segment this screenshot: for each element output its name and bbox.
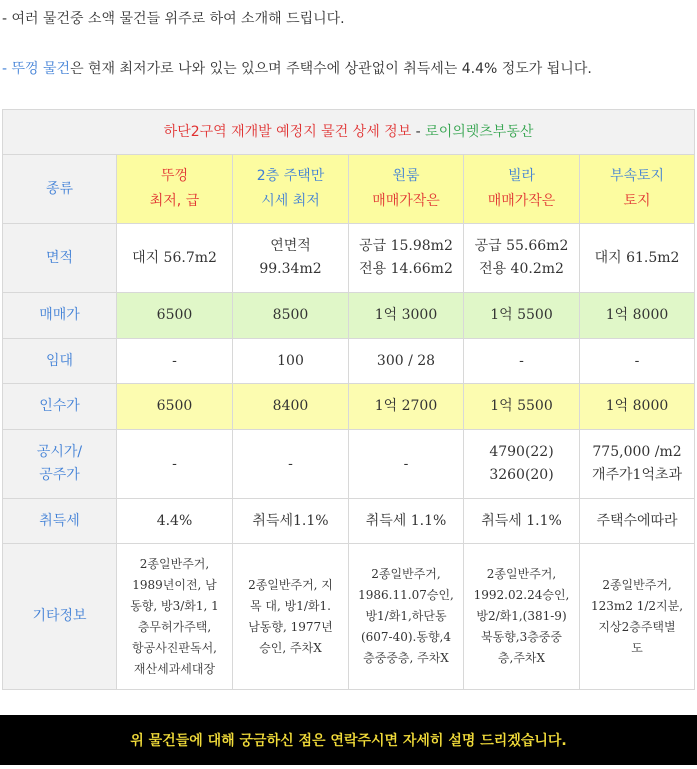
etc-line: 층무허가주택,: [137, 619, 212, 634]
row-official-price: [3, 430, 695, 499]
area-line-1: 연면적: [270, 238, 311, 254]
takeover-cell: 6500: [117, 384, 233, 430]
etc-line: 방1/화1,하단동: [365, 609, 447, 623]
area-line-1: 대지 61.5m2: [594, 249, 680, 266]
table-title-separator: -: [411, 123, 426, 140]
etc-line: 동향, 방3/화1, 1: [130, 598, 219, 613]
type-line-2: 토지: [623, 193, 651, 209]
row-label-price: 매매가: [3, 293, 117, 339]
etc-line: 2종일반주거,: [371, 567, 441, 581]
tax-cell: 취득세1.1%: [233, 499, 349, 544]
etc-cell: [464, 544, 580, 690]
etc-line: 방2/화1,(381-9): [476, 609, 567, 623]
official-cell: [349, 430, 464, 499]
etc-line: 지상2층주택별: [598, 619, 676, 634]
etc-line: 2종일반주거,: [486, 567, 557, 581]
official-line-2: 개주가1억초과: [591, 467, 683, 483]
type-cell: [580, 155, 695, 224]
official-cell: [233, 430, 349, 499]
tax-cell: 취득세 1.1%: [349, 499, 464, 544]
area-cell: [580, 224, 695, 293]
row-takeover: [3, 384, 695, 430]
tax-cell: 취득세 1.1%: [464, 499, 580, 544]
lease-cell: -: [464, 339, 580, 384]
etc-line: 북동향,3층중중: [480, 630, 562, 644]
etc-cell: [349, 544, 464, 690]
property-detail-table: [2, 109, 694, 690]
area-line-1: 대지 56.7m2: [132, 249, 217, 266]
etc-line: 1989년이전, 남: [132, 577, 217, 592]
etc-line: 123m2 1/2지분,: [591, 598, 684, 613]
official-line-1: -: [288, 455, 293, 472]
etc-line: 2종일반주거,: [139, 556, 210, 571]
type-line-1: 원룸: [392, 168, 420, 184]
takeover-cell: 1억 8000: [580, 384, 695, 430]
area-line-2: 99.34m2: [259, 261, 322, 277]
intro-line-1: - 여러 물건중 소액 물건들 위주로 하여 소개해 드립니다.: [2, 11, 345, 27]
etc-cell: [233, 544, 349, 690]
type-cell: [117, 155, 233, 224]
etc-line: 항공사진판독서,: [132, 640, 217, 655]
row-label-official: [3, 430, 117, 499]
contact-banner: 위 물건들에 대해 궁금하신 점은 연락주시면 자세히 설명 드리겠습니다.: [0, 715, 697, 765]
official-line-1: -: [403, 455, 409, 472]
type-line-2: 최저, 급: [149, 193, 200, 209]
row-area: [3, 224, 695, 293]
tax-cell: 주택수에따라: [580, 499, 695, 544]
area-cell: [117, 224, 233, 293]
table-title-main: 하단2구역 재개발 예정지 물건 상세 정보: [163, 123, 412, 140]
etc-line: (607-40).동향,4: [360, 630, 452, 644]
price-cell: 1억 5500: [464, 293, 580, 339]
type-line-2: 시세 최저: [261, 193, 320, 209]
official-line-2: 3260(20): [489, 467, 554, 483]
official-cell: [580, 430, 695, 499]
area-cell: [464, 224, 580, 293]
row-label-official-2: 공주가: [39, 467, 80, 483]
etc-line: 1992.02.24승인,: [473, 588, 570, 602]
type-line-1: 빌라: [507, 168, 536, 184]
row-etc: [3, 544, 695, 690]
takeover-cell: 1억 2700: [349, 384, 464, 430]
etc-line: 재산세과세대장: [133, 661, 216, 676]
area-line-2: 전용 14.66m2: [359, 261, 453, 277]
type-cell: [464, 155, 580, 224]
official-line-1: 4790(22): [489, 444, 554, 460]
row-type: [3, 155, 695, 224]
price-cell: 8500: [233, 293, 349, 339]
table-title-agency: 로이의렛츠부동산: [425, 123, 534, 140]
row-tax: [3, 499, 695, 544]
lease-cell: 300 / 28: [349, 339, 464, 384]
lease-cell: 100: [233, 339, 349, 384]
row-label-lease: 임대: [3, 339, 117, 384]
area-line-1: 공급 15.98m2: [359, 238, 453, 254]
takeover-cell: 1억 5500: [464, 384, 580, 430]
official-line-1: 775,000 /m2: [592, 444, 682, 460]
intro-line-2-rest: 은 현재 최저가로 나와 있는 있으며 주택수에 상관없이 취득세는 4.4% 정도가 됩니다.: [70, 61, 592, 77]
row-label-takeover: 인수가: [3, 384, 117, 430]
intro-highlight: - 뚜껑 물건: [2, 61, 71, 77]
official-cell: [117, 430, 233, 499]
type-cell: [349, 155, 464, 224]
type-line-2: 매매가작은: [372, 193, 440, 209]
etc-line: 승인, 주차X: [259, 640, 322, 655]
row-label-area: 면적: [3, 224, 117, 293]
row-lease: [3, 339, 695, 384]
table-title: [3, 110, 695, 155]
etc-line: 2종일반주거,: [602, 577, 672, 592]
takeover-cell: 8400: [233, 384, 349, 430]
type-line-1: 뚜껑: [160, 168, 189, 184]
row-label-type: 종류: [3, 155, 117, 224]
area-line-2: 전용 40.2m2: [479, 261, 564, 277]
row-label-etc: 기타정보: [3, 544, 117, 690]
intro-line-2: [2, 58, 592, 78]
tax-cell: 4.4%: [117, 499, 233, 544]
lease-cell: -: [117, 339, 233, 384]
official-line-1: -: [172, 455, 177, 472]
etc-cell: [580, 544, 695, 690]
etc-cell: [117, 544, 233, 690]
area-cell: [349, 224, 464, 293]
area-line-1: 공급 55.66m2: [474, 238, 569, 254]
etc-line: 목 대, 방1/화1.: [250, 598, 331, 613]
row-price: [3, 293, 695, 339]
price-cell: 1억 8000: [580, 293, 695, 339]
price-cell: 6500: [117, 293, 233, 339]
row-label-tax: 취득세: [3, 499, 117, 544]
etc-line: 남동향, 1977년: [248, 619, 333, 634]
type-line-2: 매매가작은: [487, 193, 556, 209]
price-cell: 1억 3000: [349, 293, 464, 339]
etc-line: 2종일반주거, 지: [248, 577, 333, 592]
type-cell: [233, 155, 349, 224]
row-label-official-1: 공시가/: [36, 444, 83, 460]
etc-line: 층,주차X: [497, 651, 546, 665]
lease-cell: -: [580, 339, 695, 384]
type-line-1: 부속토지: [609, 168, 665, 184]
type-line-1: 2층 주택만: [256, 168, 325, 184]
etc-line: 1986.11.07승인,: [358, 588, 454, 602]
etc-line: 도: [631, 640, 643, 655]
area-cell: [233, 224, 349, 293]
official-cell: [464, 430, 580, 499]
etc-line: 층중중층, 주차X: [363, 651, 449, 665]
